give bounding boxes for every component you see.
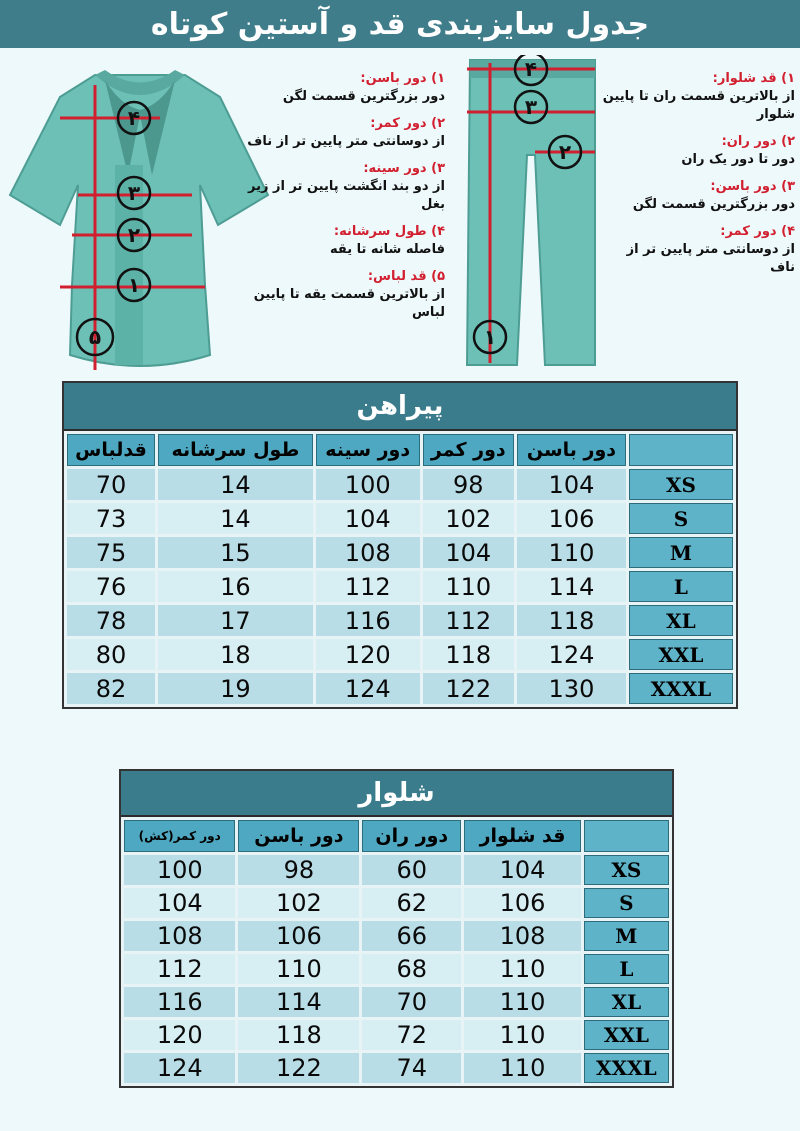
shirt-legend-item: ۱) دور باسن: دور بزرگترین قسمت لگن: [282, 71, 445, 104]
table-cell: 106: [517, 503, 626, 534]
shirt-table-grid: [64, 431, 736, 707]
table-cell: 98: [423, 469, 515, 500]
table-cell: 130: [517, 673, 626, 704]
table-cell: 112: [423, 605, 515, 636]
pants-legend: [598, 70, 795, 286]
table-cell: 62: [362, 888, 461, 918]
pants-legend-item: ۲) دور ران: دور تا دور یک ران: [681, 134, 795, 167]
table-cell: 124: [517, 639, 626, 670]
shirt-legend-item: ۳) دور سینه: از دو بند انگشت پایین تر از زیر بغل: [248, 161, 445, 212]
size-header-cell: [584, 820, 669, 852]
table-cell: 19: [158, 673, 313, 704]
table-cell: 118: [423, 639, 515, 670]
table-cell: 120: [316, 639, 420, 670]
svg-text:۲: ۲: [558, 140, 572, 164]
table-cell: 68: [362, 954, 461, 984]
column-header: دور باسن: [517, 434, 626, 466]
table-cell: 108: [124, 921, 235, 951]
size-label: S: [584, 888, 669, 918]
table-cell: 70: [362, 987, 461, 1017]
svg-text:۳: ۳: [127, 181, 141, 205]
table-row: [124, 1053, 669, 1083]
table-cell: 104: [316, 503, 420, 534]
svg-text:۳: ۳: [524, 95, 538, 119]
shirt-illustration: [0, 55, 280, 380]
svg-text:۵: ۵: [88, 325, 102, 349]
pants-size-table: [119, 769, 674, 1088]
table-cell: 102: [238, 888, 359, 918]
table-cell: 108: [464, 921, 580, 951]
table-header-row: [67, 434, 733, 466]
table-cell: 78: [67, 605, 155, 636]
table-cell: 104: [124, 888, 235, 918]
table-cell: 104: [423, 537, 515, 568]
table-cell: 74: [362, 1053, 461, 1083]
table-cell: 108: [316, 537, 420, 568]
table-cell: 100: [124, 855, 235, 885]
size-label: XXXL: [584, 1053, 669, 1083]
table-cell: 116: [316, 605, 420, 636]
table-cell: 76: [67, 571, 155, 602]
table-cell: 114: [517, 571, 626, 602]
size-label: XXXL: [629, 673, 733, 704]
table-cell: 116: [124, 987, 235, 1017]
table-cell: 75: [67, 537, 155, 568]
table-row: [67, 639, 733, 670]
table-row: [67, 503, 733, 534]
pants-table-title: شلوار: [121, 771, 672, 817]
svg-text:۱: ۱: [483, 325, 497, 349]
size-label: L: [629, 571, 733, 602]
table-row: [124, 855, 669, 885]
table-cell: 120: [124, 1020, 235, 1050]
table-row: [124, 954, 669, 984]
table-cell: 110: [464, 1020, 580, 1050]
size-label: M: [584, 921, 669, 951]
column-header: قدلباس: [67, 434, 155, 466]
column-header: دور سینه: [316, 434, 420, 466]
column-header: طول سرشانه: [158, 434, 313, 466]
svg-text:۱: ۱: [127, 273, 141, 297]
table-cell: 110: [423, 571, 515, 602]
table-cell: 122: [423, 673, 515, 704]
size-header-cell: [629, 434, 733, 466]
shirt-legend-item: ۲) دور کمر: از دوسانتی متر پایین تر از ناف: [247, 116, 445, 149]
table-cell: 73: [67, 503, 155, 534]
size-label: XS: [584, 855, 669, 885]
table-cell: 102: [423, 503, 515, 534]
svg-text:۲: ۲: [127, 223, 141, 247]
table-cell: 60: [362, 855, 461, 885]
table-cell: 118: [238, 1020, 359, 1050]
page-title: جدول سایزبندی قد و آستین کوتاه: [150, 6, 650, 42]
shirt-legend: [240, 70, 445, 331]
column-header: دور باسن: [238, 820, 359, 852]
table-cell: 110: [517, 537, 626, 568]
table-row: [124, 1020, 669, 1050]
pants-legend-item: ۱) قد شلوار: از بالاترین قسمت ران تا پایین شلوار: [602, 71, 795, 122]
table-cell: 15: [158, 537, 313, 568]
table-cell: 110: [464, 987, 580, 1017]
table-header-row: [124, 820, 669, 852]
pants-legend-item: ۴) دور کمر: از دوسانتی متر پایین تر از ناف: [626, 224, 795, 275]
column-header: دور کمر(کش): [124, 820, 235, 852]
table-cell: 110: [238, 954, 359, 984]
size-label: XL: [584, 987, 669, 1017]
table-cell: 72: [362, 1020, 461, 1050]
table-row: [67, 571, 733, 602]
table-row: [67, 673, 733, 704]
size-label: XL: [629, 605, 733, 636]
table-cell: 98: [238, 855, 359, 885]
table-cell: 104: [464, 855, 580, 885]
table-cell: 114: [238, 987, 359, 1017]
table-cell: 124: [316, 673, 420, 704]
pants-table-grid: [121, 817, 672, 1086]
table-cell: 118: [517, 605, 626, 636]
shirt-size-table: [62, 381, 738, 709]
table-row: [67, 469, 733, 500]
shirt-table-title: پیراهن: [64, 383, 736, 431]
table-cell: 104: [517, 469, 626, 500]
table-row: [124, 888, 669, 918]
shirt-legend-item: ۵) قد لباس: از بالاترین قسمت یقه تا پایین لباس: [253, 269, 445, 320]
table-cell: 122: [238, 1053, 359, 1083]
table-cell: 80: [67, 639, 155, 670]
table-row: [124, 987, 669, 1017]
table-cell: 17: [158, 605, 313, 636]
table-row: [124, 921, 669, 951]
column-header: قد شلوار: [464, 820, 580, 852]
table-row: [67, 537, 733, 568]
table-cell: 18: [158, 639, 313, 670]
size-label: L: [584, 954, 669, 984]
table-cell: 16: [158, 571, 313, 602]
column-header: دور کمر: [423, 434, 515, 466]
table-cell: 82: [67, 673, 155, 704]
table-cell: 124: [124, 1053, 235, 1083]
table-cell: 14: [158, 469, 313, 500]
pants-legend-item: ۳) دور باسن: دور بزرگترین قسمت لگن: [632, 179, 795, 212]
size-label: XXL: [629, 639, 733, 670]
table-cell: 100: [316, 469, 420, 500]
table-cell: 112: [316, 571, 420, 602]
table-cell: 110: [464, 954, 580, 984]
size-label: XXL: [584, 1020, 669, 1050]
table-cell: 106: [238, 921, 359, 951]
table-cell: 106: [464, 888, 580, 918]
size-label: M: [629, 537, 733, 568]
svg-text:۴: ۴: [127, 106, 141, 130]
page-title-bar: [0, 0, 800, 48]
table-row: [67, 605, 733, 636]
table-cell: 110: [464, 1053, 580, 1083]
svg-text:۴: ۴: [524, 57, 538, 81]
table-cell: 70: [67, 469, 155, 500]
pants-illustration: [455, 55, 605, 375]
column-header: دور ران: [362, 820, 461, 852]
size-label: XS: [629, 469, 733, 500]
table-cell: 14: [158, 503, 313, 534]
table-cell: 66: [362, 921, 461, 951]
table-cell: 112: [124, 954, 235, 984]
size-label: S: [629, 503, 733, 534]
shirt-legend-item: ۴) طول سرشانه: فاصله شانه تا یقه: [329, 224, 445, 257]
